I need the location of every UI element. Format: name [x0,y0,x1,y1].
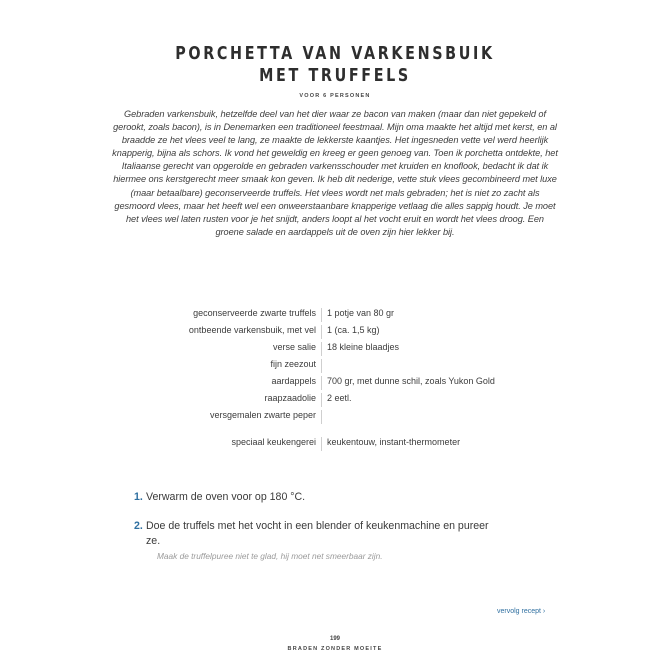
ingredient-divider [321,359,322,373]
ingredient-divider [321,437,322,451]
ingredient-row [0,308,670,322]
equipment-items: keukentouw, instant-thermometer [327,437,461,447]
section-title: BRADEN ZONDER MOEITE [287,646,383,652]
ingredient-row [0,325,670,339]
servings-label: VOOR 6 PERSONEN [299,93,371,99]
step-text: Doe de truffels met het vocht in een blender of keukenmachine en pureer ze. [146,520,489,547]
continued-link[interactable]: vervolg recept › [497,608,546,615]
ingredient-row [0,393,670,407]
ingredient-name: aardappels [271,376,316,386]
method-step [134,519,489,547]
ingredient-divider [321,410,322,424]
ingredient-row [0,342,670,356]
ingredient-quantity: 18 kleine blaadjes [327,342,400,352]
ingredient-name: ontbeende varkensbuik, met vel [188,325,316,335]
ingredient-name: fijn zeezout [270,359,316,369]
ingredient-row [0,359,670,373]
method-step [134,490,306,505]
ingredient-name: verse salie [272,342,316,352]
ingredient-row [0,410,670,424]
ingredient-divider [321,393,322,407]
ingredient-divider [321,376,322,390]
equipment-label: speciaal keukengerei [231,437,316,447]
ingredient-name: raapzaadolie [264,393,316,403]
ingredient-name: versgemalen zwarte peper [209,410,316,420]
equipment-row [0,437,670,451]
ingredient-divider [321,325,322,339]
recipe-title-line-2: MET TRUFFELS [259,66,411,86]
recipe-intro: Gebraden varkensbuik, hetzelfde deel van het dier waar ze bacon van maken (maar dan niet gepekeld of gerookt, zoals bacon), is in Denemarken een traditioneel feestmaal. Mijn oma maakte het altijd met kerst, en al braadde ze het vlees veel te lang, ze maakte de lekkerste kaantjes. Het ingesneden vette vel werd heerlijk knapperig, bijna als schors. Ik vond het geweldig en kreeg er geen genoeg van. Toen ik porchetta ontdekte, het Italiaanse gerecht van opgerolde en gebraden varkensschouder met kruiden en knoflook, bedacht ik dat ik hiermee ons kerstgerecht meer smaak kon geven. Ik heb dit nederige, vette stuk vlees gecombineerd met luxe (maar betaalbare) geconserveerde truffels. Het vlees wordt net mals gebraden; het is niet zo zacht als gesmoord vlees, maar het heeft wel een onweerstaanbare knapperige vetlaag die alles sappig houdt. Je moet het vlees wel laten rusten voor je het snijdt, anders loopt al het vocht eruit en wordt het vlees droog. Een groene salade en aardappels uit de oven zijn hier lekker bij. [112,109,558,237]
ingredient-divider [321,342,322,356]
step-number: 2. [134,520,143,532]
ingredient-quantity: 700 gr, met dunne schil, zoals Yukon Gold [327,376,495,386]
step-text: Verwarm de oven voor op 180 °C. [146,491,306,503]
recipe-title-line-1: PORCHETTA VAN VARKENSBUIK [175,44,495,64]
ingredient-quantity: 2 eetl. [327,393,352,403]
ingredient-quantity: 1 (ca. 1,5 kg) [327,325,380,335]
page-number: 199 [329,636,340,642]
ingredient-divider [321,308,322,322]
step-number: 1. [134,491,143,503]
ingredient-row [0,376,670,390]
step-tip: Maak de truffelpuree niet te glad, hij moet net smeerbaar zijn. [157,551,383,561]
ingredient-name: geconserveerde zwarte truffels [193,308,316,318]
ingredient-quantity: 1 potje van 80 gr [327,308,395,318]
